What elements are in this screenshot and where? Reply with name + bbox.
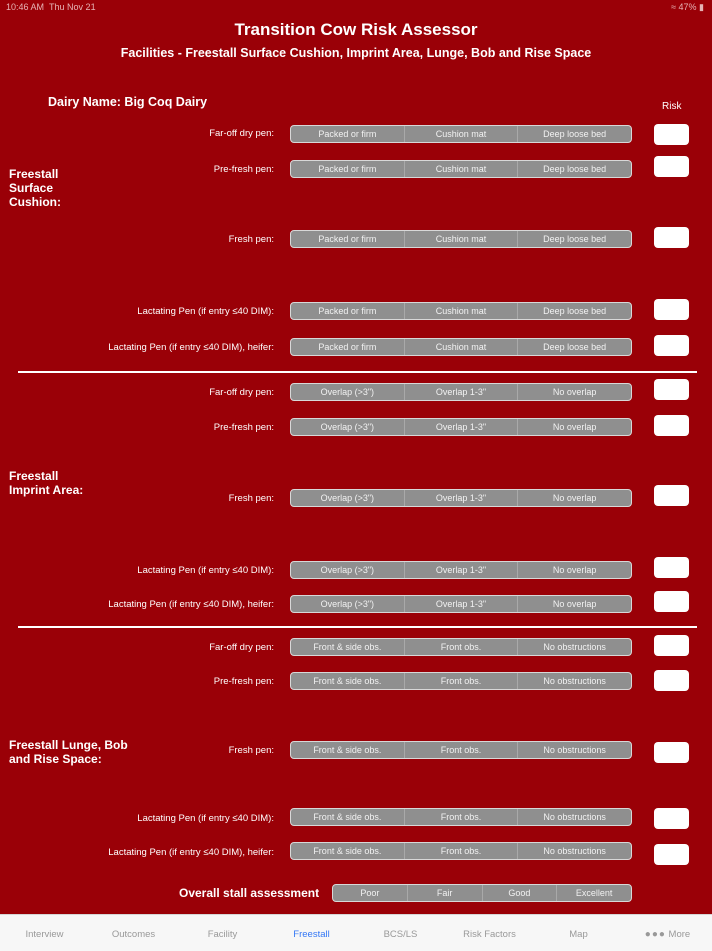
tab-map[interactable]: Map (569, 929, 588, 940)
row-label-far-off: Far-off dry pen: (209, 387, 274, 398)
segment-option[interactable]: No overlap (552, 599, 597, 609)
lunge-lactating-heifer-segmented[interactable] (290, 842, 632, 860)
page-title: Transition Cow Risk Assessor (234, 20, 478, 39)
segment-option[interactable]: Overlap (>3") (291, 419, 405, 435)
tab-more[interactable] (623, 915, 712, 951)
status-battery: ≈ 47% ▮ (671, 2, 704, 12)
row-label-pre-fresh: Pre-fresh pen: (213, 164, 274, 175)
cushion-pre-fresh-segmented[interactable] (290, 160, 632, 178)
risk-field[interactable] (654, 591, 689, 612)
segment-option[interactable]: No overlap (552, 422, 597, 432)
page-subtitle: Facilities - Freestall Surface Cushion, Imprint Area, Lunge, Bob and Rise Space (120, 46, 592, 60)
segment-option[interactable]: Fair (408, 885, 483, 901)
segment-option[interactable]: Deep loose bed (543, 164, 607, 174)
segment-option[interactable]: Front & side obs. (291, 742, 405, 758)
segment-option[interactable]: Deep loose bed (543, 129, 607, 139)
risk-field[interactable] (654, 808, 689, 829)
row-label-fresh: Fresh pen: (228, 234, 274, 245)
tab-bcs-ls[interactable]: BCS/LS (383, 929, 418, 940)
cushion-lactating-segmented[interactable] (290, 302, 632, 320)
row-label-fresh: Fresh pen: (228, 745, 274, 756)
segment-option[interactable]: Front obs. (405, 809, 519, 825)
tab-more-label: More (668, 929, 691, 940)
risk-field[interactable] (654, 844, 689, 865)
risk-field[interactable] (654, 227, 689, 248)
row-label-lactating-heifer: Lactating Pen (if entry ≤40 DIM), heifer: (108, 342, 274, 353)
risk-field[interactable] (654, 156, 689, 177)
lunge-fresh-segmented[interactable] (290, 741, 632, 759)
segment-option[interactable]: Front obs. (405, 639, 519, 655)
segment-option[interactable]: Overlap 1-3" (405, 490, 519, 506)
segment-option[interactable]: Front & side obs. (291, 843, 405, 859)
row-label-lactating-heifer: Lactating Pen (if entry ≤40 DIM), heifer: (108, 847, 274, 858)
row-label-far-off: Far-off dry pen: (209, 128, 274, 139)
segment-option[interactable]: Front & side obs. (291, 809, 405, 825)
risk-field[interactable] (654, 670, 689, 691)
lunge-far-off-segmented[interactable] (290, 638, 632, 656)
segment-option[interactable]: Excellent (575, 888, 613, 898)
risk-field[interactable] (654, 335, 689, 356)
segment-option[interactable]: Front obs. (405, 673, 519, 689)
imprint-lactating-heifer-segmented[interactable] (290, 595, 632, 613)
segment-option[interactable]: Deep loose bed (543, 342, 607, 352)
segment-option[interactable]: Overlap 1-3" (405, 596, 519, 612)
segment-option[interactable]: Cushion mat (405, 231, 519, 247)
segment-option[interactable]: No obstructions (543, 812, 606, 822)
risk-field[interactable] (654, 379, 689, 400)
imprint-far-off-segmented[interactable] (290, 383, 632, 401)
segment-option[interactable]: Overlap (>3") (291, 490, 405, 506)
segment-option[interactable]: No obstructions (543, 642, 606, 652)
segment-option[interactable]: Packed or firm (291, 161, 405, 177)
status-bar (0, 0, 712, 14)
imprint-pre-fresh-segmented[interactable] (290, 418, 632, 436)
row-label-pre-fresh: Pre-fresh pen: (213, 676, 274, 687)
imprint-fresh-segmented[interactable] (290, 489, 632, 507)
segment-option[interactable]: Packed or firm (291, 126, 405, 142)
row-label-fresh: Fresh pen: (228, 493, 274, 504)
segment-option[interactable]: Cushion mat (405, 339, 519, 355)
risk-field[interactable] (654, 124, 689, 145)
tab-bar (0, 914, 712, 951)
risk-field[interactable] (654, 415, 689, 436)
risk-field[interactable] (654, 635, 689, 656)
segment-option[interactable]: No overlap (552, 387, 597, 397)
segment-option[interactable]: Poor (333, 885, 408, 901)
segment-option[interactable]: Cushion mat (405, 126, 519, 142)
status-time: 10:46 AM Thu Nov 21 (6, 2, 96, 12)
segment-option[interactable]: Front & side obs. (291, 673, 405, 689)
segment-option[interactable]: No obstructions (543, 745, 606, 755)
tab-outcomes[interactable]: Outcomes (111, 929, 156, 940)
row-label-lactating-heifer: Lactating Pen (if entry ≤40 DIM), heifer: (108, 599, 274, 610)
segment-option[interactable]: Front obs. (405, 742, 519, 758)
section-label-lunge: Freestall Lunge, Bob and Rise Space: (9, 738, 128, 766)
segment-option[interactable]: No overlap (552, 565, 597, 575)
section-divider (18, 626, 697, 628)
row-label-lactating: Lactating Pen (if entry ≤40 DIM): (137, 565, 274, 576)
segment-option[interactable]: Overlap (>3") (291, 596, 405, 612)
risk-field[interactable] (654, 742, 689, 763)
dairy-name: Dairy Name: Big Coq Dairy (48, 95, 208, 109)
row-label-pre-fresh: Pre-fresh pen: (213, 422, 274, 433)
segment-option[interactable]: Overlap 1-3" (405, 562, 519, 578)
segment-option[interactable]: Good (483, 885, 558, 901)
cushion-lactating-heifer-segmented[interactable] (290, 338, 632, 356)
segment-option[interactable]: Overlap (>3") (291, 384, 405, 400)
risk-column-header: Risk (662, 101, 682, 112)
section-label-cushion: Freestall Surface Cushion: (9, 167, 61, 209)
row-label-lactating: Lactating Pen (if entry ≤40 DIM): (137, 306, 274, 317)
tab-facility[interactable]: Facility (207, 929, 238, 940)
tab-interview[interactable]: Interview (25, 929, 64, 940)
risk-field[interactable] (654, 299, 689, 320)
row-label-far-off: Far-off dry pen: (209, 642, 274, 653)
segment-option[interactable]: Packed or firm (291, 231, 405, 247)
section-label-imprint: Freestall Imprint Area: (9, 469, 84, 497)
risk-field[interactable] (654, 557, 689, 578)
cushion-far-off-segmented[interactable] (290, 125, 632, 143)
segment-option[interactable]: Deep loose bed (543, 234, 607, 244)
risk-field[interactable] (654, 485, 689, 506)
overall-stall-segmented[interactable] (332, 884, 632, 902)
segment-option[interactable]: Packed or firm (291, 303, 405, 319)
lunge-pre-fresh-segmented[interactable] (290, 672, 632, 690)
segment-option[interactable]: No obstructions (543, 676, 606, 686)
tab-freestall[interactable]: Freestall (293, 929, 330, 940)
lunge-lactating-segmented[interactable] (290, 808, 632, 826)
segment-option[interactable]: No overlap (552, 493, 597, 503)
cushion-fresh-segmented[interactable] (290, 230, 632, 248)
segment-option[interactable]: Cushion mat (405, 303, 519, 319)
segment-option[interactable]: Front obs. (405, 843, 519, 859)
segment-option[interactable]: Overlap 1-3" (405, 419, 519, 435)
segment-option[interactable]: Packed or firm (291, 339, 405, 355)
more-dots-icon: ●●● (644, 929, 666, 940)
segment-option[interactable]: Front & side obs. (291, 639, 405, 655)
segment-option[interactable]: Overlap 1-3" (405, 384, 519, 400)
segment-option[interactable]: Overlap (>3") (291, 562, 405, 578)
row-label-lactating: Lactating Pen (if entry ≤40 DIM): (137, 813, 274, 824)
segment-option[interactable]: Cushion mat (405, 161, 519, 177)
imprint-lactating-segmented[interactable] (290, 561, 632, 579)
overall-stall-label: Overall stall assessment (179, 886, 320, 900)
segment-option[interactable]: No obstructions (543, 846, 606, 856)
tab-risk-factors[interactable]: Risk Factors (463, 929, 516, 940)
segment-option[interactable]: Deep loose bed (543, 306, 607, 316)
section-divider (18, 371, 697, 373)
